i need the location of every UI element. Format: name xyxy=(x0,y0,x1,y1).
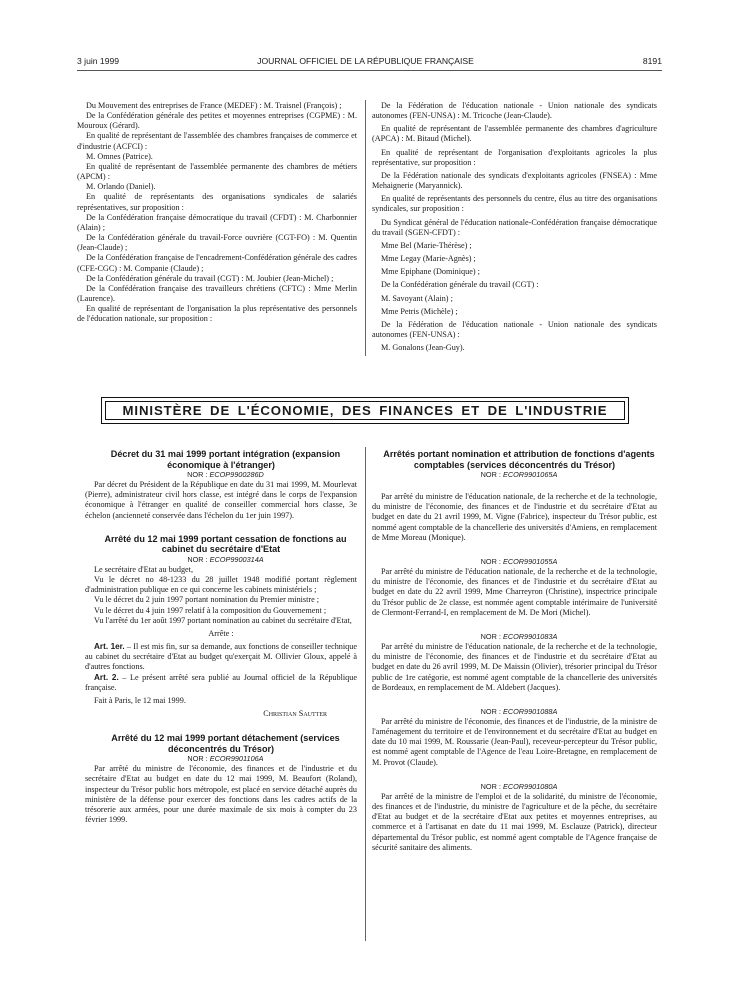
nor-reference xyxy=(372,632,657,642)
article-1-label: Art. 1er. xyxy=(94,642,125,652)
bottom-left-column xyxy=(85,449,357,825)
nor-reference xyxy=(372,707,657,717)
paragraph: Du Syndicat général de l'éducation nationale-Confédération française démocratique du travail (SGEN-CFDT) : xyxy=(372,217,657,237)
nor-label: NOR : xyxy=(187,470,208,479)
nor-reference xyxy=(85,555,357,565)
nor-reference xyxy=(372,782,657,792)
paragraph: Par arrêté de la ministre de l'emploi et de la solidarité, du ministre de l'économie, des finances et de l'industrie, du ministre de l'agriculture et de la pêche, du secrétaire d'Etat au budget et de la secrétaire d'Etat aux petites et moyennes entreprises, au commerce et à l'artisanat en date du 11 mai 1999, M. Esclauze (Patrick), directeur départemental du Trésor public, est nommé agent comptable de l'Agence française de sécurité sanitaire des aliments. xyxy=(372,791,657,852)
paragraph: De la Fédération de l'éducation nationale - Union nationale des syndicats autonomes (FEN-UNSA) : xyxy=(372,319,657,339)
paragraph: De la Confédération générale du travail (CGT) : M. Joubier (Jean-Michel) ; xyxy=(86,273,334,283)
paragraph: En qualité de représentant de l'assemblée des chambres françaises de commerce et d'industrie (ACFCI) : xyxy=(77,131,357,151)
nor-reference xyxy=(85,754,357,764)
nor-label: NOR : xyxy=(480,556,501,566)
bottom-right-column xyxy=(372,449,657,853)
paragraph: Par arrêté du ministre de l'éducation nationale, de la recherche et de la technologie, du ministre de l'économie, des finances et de l'industrie et du secrétaire d'Etat au budget en date du 22 avril 1999, Mme Charreyron (Christine), inspectrice principale du Trésor public de 2e classe, est nommée agent comptable intérimaire de l'université de Clermont-Ferrand-I, en remplacement de M. De Mori (Michel). xyxy=(372,567,657,617)
paragraph: De la Confédération générale du travail (CGT) : xyxy=(381,280,539,290)
nor-code: ECOP9900314A xyxy=(209,554,264,564)
paragraph: Mme Legay (Marie-Agnès) ; xyxy=(381,254,476,264)
article-2 xyxy=(85,673,357,693)
paragraph: Vu le décret du 2 juin 1997 portant nomination du Premier ministre ; xyxy=(94,595,320,605)
article-2-text: – Le présent arrêté sera publié au Journal officiel de la République française. xyxy=(85,672,357,692)
nor-label: NOR : xyxy=(480,706,501,716)
paragraph: De la Confédération française démocratique du travail (CFDT) : M. Charbonnier (Alain) ; xyxy=(77,212,357,232)
paragraph: M. Savoyant (Alain) ; xyxy=(381,293,453,303)
paragraph: Par arrêté du ministre de l'éducation nationale, de la recherche et de la technologie, du ministre de l'économie, des finances et de l'industrie et du secrétaire d'Etat au budget en date du 26 avril 1999, M. De Maissin (Olivier), trésorier principal du Trésor public de 1re catégorie, est nommé agent comptable de la chancellerie des universités de Bordeaux, en remplacement de M. Aldebert (Jacques). xyxy=(372,642,657,692)
nor-code: ECOR9901055A xyxy=(502,556,558,566)
paragraph: Par décret du Président de la République en date du 31 mai 1999, M. Mourlevat (Pierre), administrateur civil hors classe, est intégré dans le corps de l'expansion économique à l'étranger en qualité de conseiller commercial hors classe, 3e échelon (ancienneté conservée dans l'échelon du 1er juin 1997). xyxy=(85,480,357,520)
article-title: Décret du 31 mai 1999 portant intégration (expansion économique à l'étranger) xyxy=(110,449,341,470)
paragraph: En qualité de représentant de l'organisation la plus représentative des personnels de l'éducation nationale, sur proposition : xyxy=(77,304,357,324)
nor-code: ECOR9901065A xyxy=(502,470,558,479)
nor-code: ECOR9901083A xyxy=(502,631,558,641)
paragraph: En qualité de représentant de l'organisation d'exploitants agricoles la plus représentative, sur proposition : xyxy=(372,147,657,167)
paragraph: Vu l'arrêté du 1er août 1997 portant nomination au cabinet du secrétaire d'Etat, xyxy=(94,615,352,625)
nor-label: NOR : xyxy=(187,754,208,764)
column-divider-bottom xyxy=(365,447,366,941)
page-header xyxy=(0,56,731,70)
nor-label: NOR : xyxy=(480,781,501,791)
issue-date: 3 juin 1999 xyxy=(77,56,120,66)
arrete-label: Arrête : xyxy=(208,628,234,638)
article-2-label: Art. 2. xyxy=(94,672,119,682)
paragraph: Par arrêté du ministre de l'économie, des finances et de l'industrie et du secrétaire d'Etat au budget en date du 12 mai 1999, M. Beaufort (Roland), inspecteur du Trésor public hors métropole, est placé en service détaché auprès du ministère de la défense pour exercer des fonctions dans les cadres actifs de la trésorerie aux armées, pour une durée maximale de six mois à compter du 23 février 1999. xyxy=(85,764,357,825)
article-1 xyxy=(85,642,357,672)
paragraph: M. Omnes (Patrice). xyxy=(86,151,153,161)
article-1-text: – Il est mis fin, sur sa demande, aux fonctions de conseiller technique au cabinet du secrétaire d'Etat au budget qu'exerçait M. Ollivier Gloux, appelé à d'autres fonctions. xyxy=(85,642,357,672)
paragraph: De la Confédération générale du travail-Force ouvrière (CGT-FO) : M. Quentin (Jean-Claude) ; xyxy=(77,233,357,253)
nor-label: NOR : xyxy=(480,631,501,641)
paragraph: De la Fédération nationale des syndicats d'exploitants agricoles (FNSEA) : Mme Mehaignerie (Maryannick). xyxy=(372,170,657,191)
paragraph: Mme Bel (Marie-Thérèse) ; xyxy=(381,240,472,250)
ministry-banner xyxy=(101,397,629,424)
done-at: Fait à Paris, le 12 mai 1999. xyxy=(94,695,186,705)
paragraph: Du Mouvement des entreprises de France (MEDEF) : M. Traisnel (François) ; xyxy=(86,101,342,110)
top-right-column xyxy=(372,101,657,353)
paragraph: Par arrêté du ministre de l'économie, des finances et de l'industrie, de la ministre de l'aménagement du territoire et de l'environnement et du secrétaire d'Etat au budget en date du 10 mai 1999, M. Roussarie (Jean-Paul), receveur-percepteur du Trésor public, est nommé agent comptable de l'Agence de l'eau Loire-Bretagne, en remplacement de M. Provot (Claude). xyxy=(372,716,657,767)
signature: Christian Sautter xyxy=(263,708,327,718)
paragraph: Mme Petris (Michèle) ; xyxy=(381,306,458,316)
nor-reference xyxy=(85,470,357,480)
paragraph: En qualité de représentants des organisations syndicales de salariés représentatives, sur proposition : xyxy=(77,192,357,212)
article-title: Arrêtés portant nomination et attribution de fonctions d'agents comptables (services déconcentrés du Trésor) xyxy=(383,449,655,470)
paragraph: Par arrêté du ministre de l'éducation nationale, de la recherche et de la technologie, du ministre de l'économie, des finances et de l'industrie et du secrétaire d'Etat au budget en date du 21 avril 1999, M. Vigne (Fabrice), inspecteur du Trésor public, est nommé agent comptable de la chancellerie des universités d'Amiens, en remplacement de Mme Moreau (Monique). xyxy=(372,492,657,542)
nor-reference xyxy=(372,557,657,567)
paragraph: Mme Epiphane (Dominique) ; xyxy=(381,267,480,277)
paragraph: Vu le décret no 48-1233 du 28 juillet 1948 modifié portant règlement d'administration publique en ce qui concerne les cabinets ministériels ; xyxy=(85,575,357,595)
paragraph: En qualité de représentants des personnels du centre, élus au titre des organisations syndicales, sur proposition : xyxy=(372,194,657,214)
nor-label: NOR : xyxy=(187,554,208,564)
article-title: Arrêté du 12 mai 1999 portant détachement (services déconcentrés du Trésor) xyxy=(111,733,340,754)
header-rule xyxy=(77,70,662,71)
nor-label: NOR : xyxy=(480,470,501,479)
paragraph: De la Fédération de l'éducation nationale - Union nationale des syndicats autonomes (FEN-UNSA) : M. Tricoche (Jean-Claude). xyxy=(372,101,657,121)
ministry-title: MINISTÈRE DE L'ÉCONOMIE, DES FINANCES ET DE L'INDUSTRIE xyxy=(105,401,625,420)
nor-code: ECOR9901106A xyxy=(209,754,264,764)
paragraph: De la Confédération générale des petites et moyennes entreprises (CGPME) : M. Mouroux (Gérard). xyxy=(77,111,357,131)
page-number: 8191 xyxy=(642,56,662,66)
nor-code: ECOP9900286D xyxy=(209,470,264,479)
paragraph: M. Orlando (Daniel). xyxy=(86,182,156,192)
paragraph: Le secrétaire d'Etat au budget, xyxy=(94,564,193,574)
nor-reference xyxy=(372,470,657,480)
top-left-column xyxy=(77,101,357,324)
paragraph: En qualité de représentant de l'assemblée permanente des chambres d'agriculture (APCA) : M. Bitaud (Michel). xyxy=(372,124,657,144)
paragraph: En qualité de représentant de l'assemblée permanente des chambres de métiers (APCM) : xyxy=(77,161,357,182)
paragraph: De la Confédération française des travailleurs chrétiens (CFTC) : Mme Merlin (Laurence). xyxy=(77,283,357,303)
article-title: Arrêté du 12 mai 1999 portant cessation de fonctions au cabinet du secrétaire d'Etat xyxy=(104,533,347,555)
column-divider-top xyxy=(365,100,366,356)
nor-code: ECOR9901080A xyxy=(502,781,558,791)
paragraph: M. Gonalons (Jean-Guy). xyxy=(381,343,465,353)
paragraph: De la Confédération française de l'encadrement-Confédération générale des cadres (CFE-CGC) : M. Companie (Claude) ; xyxy=(77,253,357,273)
paragraph: Vu le décret du 4 juin 1997 relatif à la composition du Gouvernement ; xyxy=(94,605,327,615)
journal-title: JOURNAL OFFICIEL DE LA RÉPUBLIQUE FRANÇAISE xyxy=(257,56,474,66)
nor-code: ECOR9901088A xyxy=(502,706,558,716)
